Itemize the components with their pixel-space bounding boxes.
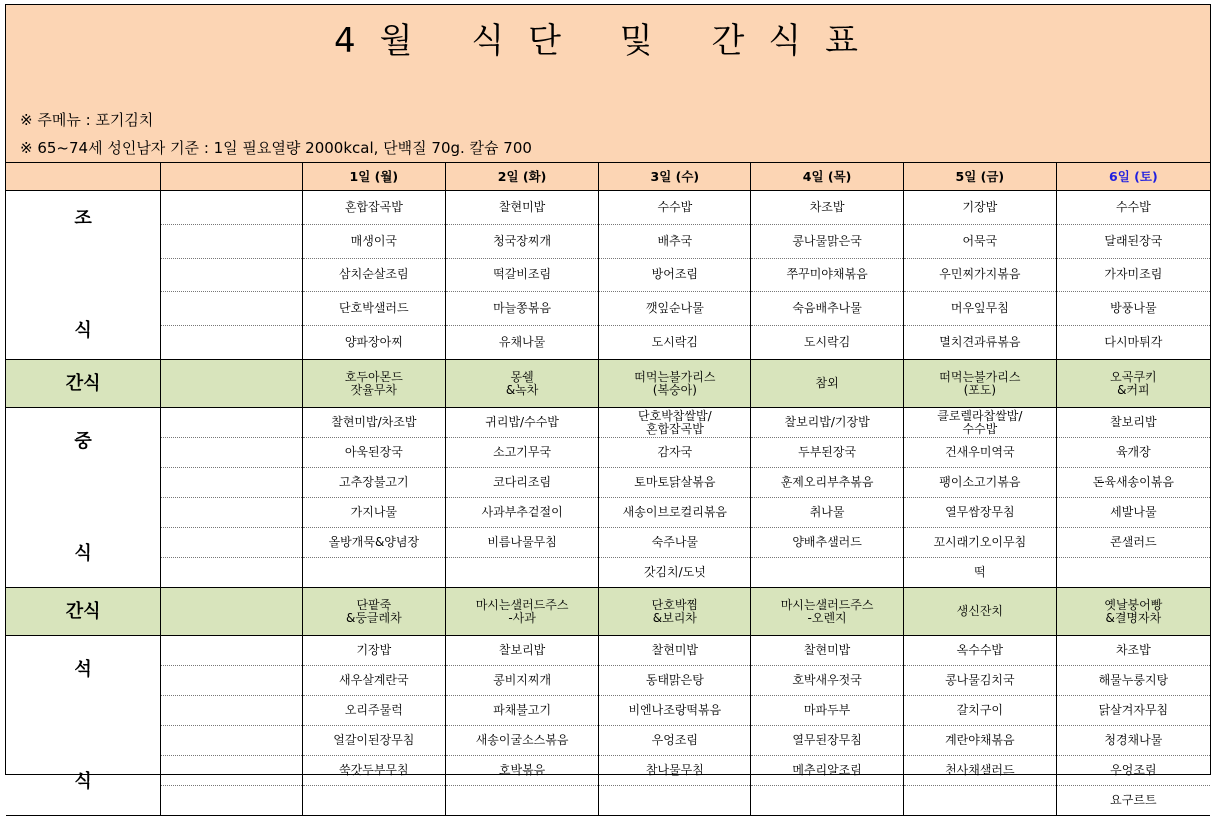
snack-item: 참외: [751, 360, 904, 408]
menu-item: 감자국: [599, 438, 751, 468]
menu-item: 요구르트: [1056, 786, 1210, 816]
menu-item: [599, 786, 751, 816]
menu-item: 삼치순살조림: [302, 258, 445, 292]
menu-item: 참나물무침: [599, 756, 751, 786]
menu-item: 단호박찹쌀밥/ 혼합잡곡밥: [599, 408, 751, 438]
breakfast-row: [6, 258, 1210, 292]
blank-cell: [161, 163, 303, 191]
menu-item: 수수밥: [1056, 191, 1210, 225]
lunch-row: [6, 408, 1210, 438]
menu-item: 혼합잡곡밥: [302, 191, 445, 225]
menu-item: 새송이브로컬리볶음: [599, 498, 751, 528]
day-header: 1일 (월): [302, 163, 445, 191]
blank-cell: [161, 666, 303, 696]
menu-item: 콩나물김치국: [903, 666, 1056, 696]
menu-item: [1056, 558, 1210, 588]
menu-item: 배추국: [599, 224, 751, 258]
menu-item: [302, 786, 445, 816]
menu-item: 갈치구이: [903, 696, 1056, 726]
menu-item: 열무된장무침: [751, 726, 904, 756]
menu-item: 얼갈이된장무침: [302, 726, 445, 756]
menu-item: 코다리조림: [445, 468, 599, 498]
menu-item: 옥수수밥: [903, 636, 1056, 666]
menu-item: 갓김치/도넛: [599, 558, 751, 588]
menu-item: 귀리밥/수수밥: [445, 408, 599, 438]
dinner-row: [6, 756, 1210, 786]
menu-item: 방어조림: [599, 258, 751, 292]
menu-item: 멸치견과류볶음: [903, 326, 1056, 360]
day-header: 5일 (금): [903, 163, 1056, 191]
menu-item: 단호박샐러드: [302, 292, 445, 326]
menu-item: 계란야채볶음: [903, 726, 1056, 756]
menu-item: 육개장: [1056, 438, 1210, 468]
menu-item: 오리주물럭: [302, 696, 445, 726]
blank-cell: [161, 468, 303, 498]
menu-item: 콩비지찌개: [445, 666, 599, 696]
day-header: 3일 (수): [599, 163, 751, 191]
menu-item: 콘샐러드: [1056, 528, 1210, 558]
snack-label: 간식: [6, 588, 161, 636]
day-header-row: [6, 163, 1210, 191]
menu-item: [903, 786, 1056, 816]
menu-item: 두부된장국: [751, 438, 904, 468]
page-title: 4월 식단 및 간식표: [334, 21, 882, 61]
dinner-row: [6, 786, 1210, 816]
menu-item: 찰보리밥: [1056, 408, 1210, 438]
dinner-row: [6, 666, 1210, 696]
menu-item: 닭살겨자무침: [1056, 696, 1210, 726]
menu-item: 쑥갓두부무침: [302, 756, 445, 786]
menu-item: 청경채나물: [1056, 726, 1210, 756]
corner-cell: [6, 163, 161, 191]
blank-cell: [161, 696, 303, 726]
menu-item: 떡갈비조림: [445, 258, 599, 292]
menu-item: 도시락김: [599, 326, 751, 360]
menu-item: 찰현미밥/차조밥: [302, 408, 445, 438]
menu-item: 호박새우젓국: [751, 666, 904, 696]
breakfast-row: [6, 292, 1210, 326]
menu-item: 팽이소고기볶음: [903, 468, 1056, 498]
menu-item: 마파두부: [751, 696, 904, 726]
menu-item: 고추장불고기: [302, 468, 445, 498]
blank-cell: [161, 528, 303, 558]
menu-table: [6, 163, 1210, 816]
menu-item: 취나물: [751, 498, 904, 528]
breakfast-row: [6, 191, 1210, 225]
snack-row: [6, 588, 1210, 636]
snack-item: 떠먹는불가리스 (포도): [903, 360, 1056, 408]
note-nutrition-standard: ※ 65~74세 성인남자 기준 : 1일 필요열량 2000kcal, 단백질 70g. 칼슘 700: [20, 139, 532, 157]
snack-label: 간식: [6, 360, 161, 408]
lunch-label: 중 식: [6, 408, 161, 588]
menu-item: 달래된장국: [1056, 224, 1210, 258]
menu-item: 소고기무국: [445, 438, 599, 468]
menu-item: 건새우미역국: [903, 438, 1056, 468]
blank-cell: [161, 498, 303, 528]
dinner-label: 석 식: [6, 636, 161, 816]
snack-item: 몽쉘 &녹차: [445, 360, 599, 408]
menu-item: 마늘쫑볶음: [445, 292, 599, 326]
menu-item: 파채불고기: [445, 696, 599, 726]
lunch-row: [6, 558, 1210, 588]
dinner-row: [6, 636, 1210, 666]
menu-item: 메추리알조림: [751, 756, 904, 786]
lunch-row: [6, 498, 1210, 528]
snack-item: 호두아몬드 잣율무차: [302, 360, 445, 408]
menu-item: 가지나물: [302, 498, 445, 528]
blank-cell: [161, 786, 303, 816]
menu-sheet: [5, 4, 1211, 807]
menu-item: 차조밥: [1056, 636, 1210, 666]
menu-item: [751, 786, 904, 816]
menu-item: 매생이국: [302, 224, 445, 258]
menu-item: 숙음배추나물: [751, 292, 904, 326]
menu-item: 호박볶음: [445, 756, 599, 786]
menu-item: 수수밥: [599, 191, 751, 225]
menu-item: 어묵국: [903, 224, 1056, 258]
menu-item: 토마토닭살볶음: [599, 468, 751, 498]
menu-item: 비엔나조랑떡볶음: [599, 696, 751, 726]
menu-item: 아욱된장국: [302, 438, 445, 468]
menu-item: 도시락김: [751, 326, 904, 360]
menu-item: 다시마튀각: [1056, 326, 1210, 360]
menu-item: 꼬시래기오이무침: [903, 528, 1056, 558]
day-header: 2일 (화): [445, 163, 599, 191]
lunch-row: [6, 528, 1210, 558]
menu-item: 방풍나물: [1056, 292, 1210, 326]
lunch-row: [6, 438, 1210, 468]
menu-item: 새우살계란국: [302, 666, 445, 696]
blank-cell: [161, 360, 303, 408]
dinner-row: [6, 696, 1210, 726]
menu-item: 떡: [903, 558, 1056, 588]
menu-item: 우민찌가지볶음: [903, 258, 1056, 292]
menu-item: 깻잎순나물: [599, 292, 751, 326]
snack-item: 떠먹는불가리스 (복숭아): [599, 360, 751, 408]
menu-item: 쭈꾸미야채볶음: [751, 258, 904, 292]
menu-item: [445, 786, 599, 816]
menu-item: 세발나물: [1056, 498, 1210, 528]
note-main-menu: ※ 주메뉴 : 포기김치: [20, 111, 154, 129]
menu-item: 천사채샐러드: [903, 756, 1056, 786]
menu-item: 우엉조림: [599, 726, 751, 756]
breakfast-row: [6, 224, 1210, 258]
snack-item: 생신잔치: [903, 588, 1056, 636]
menu-item: 숙주나물: [599, 528, 751, 558]
menu-item: 찰현미밥: [751, 636, 904, 666]
breakfast-label: 조 식: [6, 191, 161, 360]
menu-item: 동태맑은탕: [599, 666, 751, 696]
lunch-row: [6, 468, 1210, 498]
menu-item: 유채나물: [445, 326, 599, 360]
day-header: 6일 (토): [1056, 163, 1210, 191]
menu-item: 사과부추겉절이: [445, 498, 599, 528]
breakfast-row: [6, 326, 1210, 360]
menu-item: 올방개묵&양념장: [302, 528, 445, 558]
menu-item: 양배추샐러드: [751, 528, 904, 558]
menu-item: 가자미조림: [1056, 258, 1210, 292]
snack-item: 단호박찜 &보리차: [599, 588, 751, 636]
menu-item: 양파장아찌: [302, 326, 445, 360]
menu-item: 해물누룽지탕: [1056, 666, 1210, 696]
menu-item: 훈제오리부추볶음: [751, 468, 904, 498]
menu-item: 머우잎무침: [903, 292, 1056, 326]
blank-cell: [161, 726, 303, 756]
menu-item: 기장밥: [903, 191, 1056, 225]
blank-cell: [161, 588, 303, 636]
menu-item: 청국장찌개: [445, 224, 599, 258]
snack-item: 옛날붕어빵 &결명자차: [1056, 588, 1210, 636]
snack-item: 마시는샐러드주스 -사과: [445, 588, 599, 636]
blank-cell: [161, 224, 303, 258]
snack-item: 오곡쿠키 &커피: [1056, 360, 1210, 408]
menu-item: 찰보리밥/기장밥: [751, 408, 904, 438]
menu-item: 차조밥: [751, 191, 904, 225]
blank-cell: [161, 258, 303, 292]
menu-item: 비름나물무침: [445, 528, 599, 558]
header-section: [6, 5, 1210, 163]
snack-item: 마시는샐러드주스 -오렌지: [751, 588, 904, 636]
menu-item: 기장밥: [302, 636, 445, 666]
blank-cell: [161, 292, 303, 326]
menu-item: [751, 558, 904, 588]
menu-item: 새송이굴소스볶음: [445, 726, 599, 756]
menu-item: 클로렐라찹쌀밥/ 수수밥: [903, 408, 1056, 438]
blank-cell: [161, 438, 303, 468]
menu-item: 찰현미밥: [599, 636, 751, 666]
day-header: 4일 (목): [751, 163, 904, 191]
menu-item: 돈육새송이볶음: [1056, 468, 1210, 498]
blank-cell: [161, 326, 303, 360]
menu-item: 우엉조림: [1056, 756, 1210, 786]
menu-item: [302, 558, 445, 588]
blank-cell: [161, 756, 303, 786]
blank-cell: [161, 558, 303, 588]
menu-item: 콩나물맑은국: [751, 224, 904, 258]
blank-cell: [161, 408, 303, 438]
snack-item: 단팥죽 &둥글레차: [302, 588, 445, 636]
menu-item: 찰보리밥: [445, 636, 599, 666]
menu-item: 찰현미밥: [445, 191, 599, 225]
blank-cell: [161, 191, 303, 225]
snack-row: [6, 360, 1210, 408]
menu-item: 열무쌈장무침: [903, 498, 1056, 528]
menu-item: [445, 558, 599, 588]
blank-cell: [161, 636, 303, 666]
dinner-row: [6, 726, 1210, 756]
